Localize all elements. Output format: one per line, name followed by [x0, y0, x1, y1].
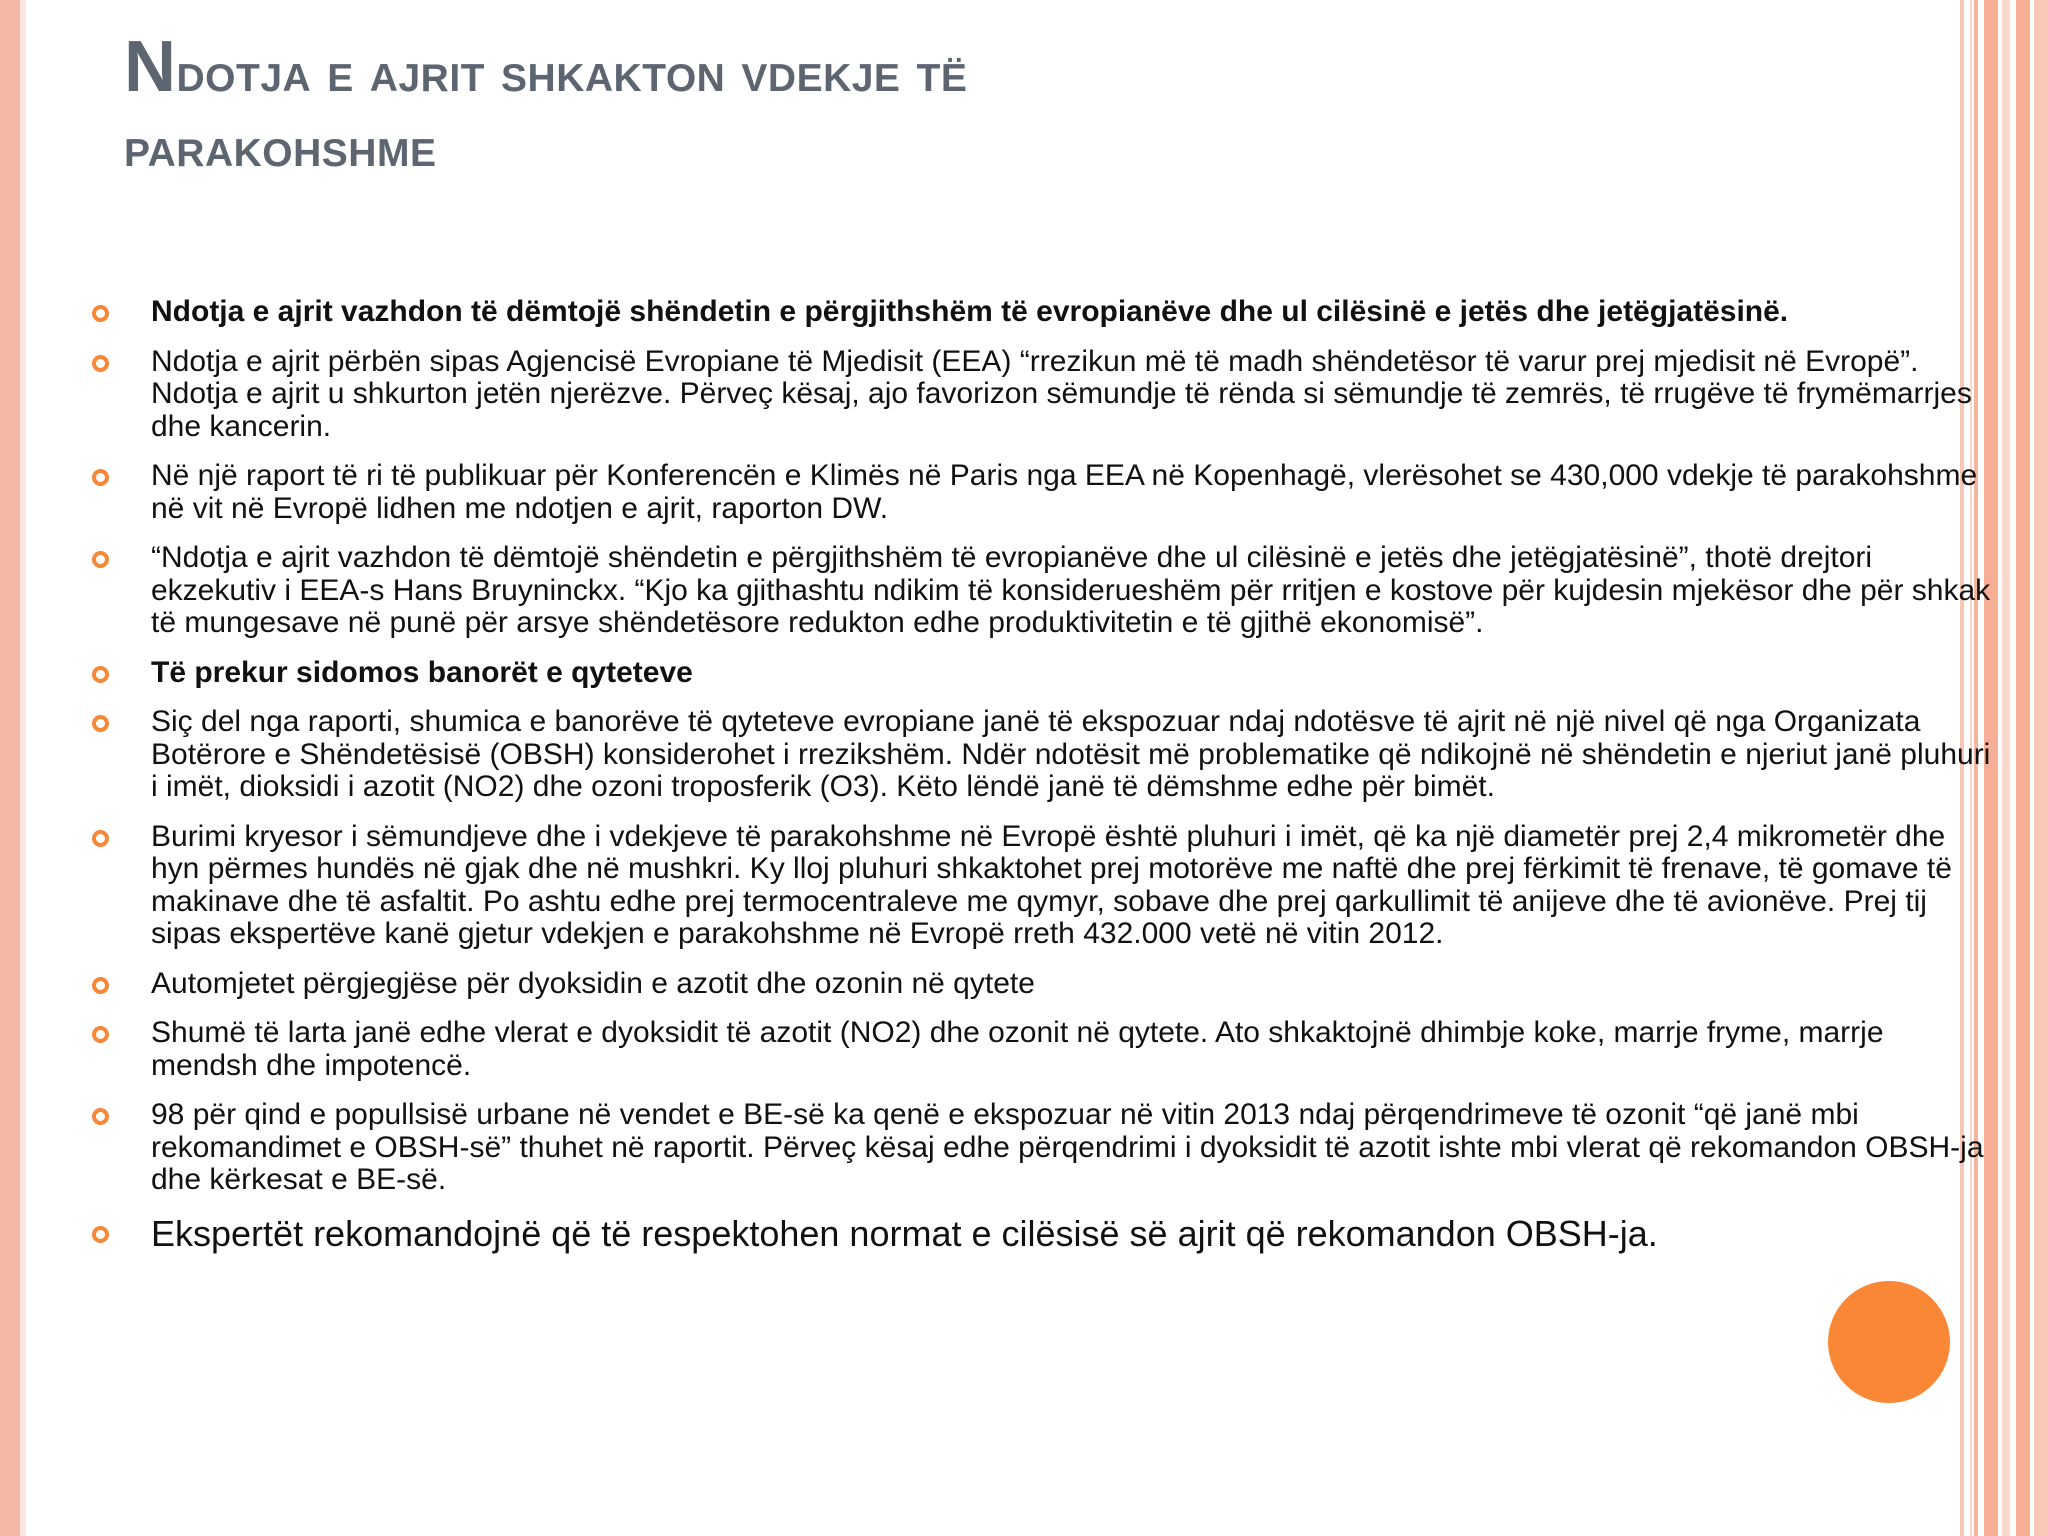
bullet-item [92, 542, 1992, 640]
bullet-marker-icon [92, 715, 109, 732]
bullet-marker-icon [92, 1026, 109, 1043]
bullet-marker-icon [92, 551, 109, 568]
bullet-text: Ndotja e ajrit vazhdon të dëmtojë shëndetin e përgjithshëm të evropianëve dhe ul cilësinë e jetës dhe jetëgjatësinë. [151, 295, 1789, 328]
bullet-list [92, 296, 1992, 1271]
slide-title [124, 27, 1684, 184]
bullet-item [92, 821, 1992, 951]
bullet-marker-icon [92, 305, 109, 322]
bullet-text: 98 për qind e popullsisë urbane në vendet e BE-së ka qenë e ekspozuar në vitin 2013 ndaj përqendrimeve të ozonit “që janë mbi rekomandimet e OBSH-së” thuhet në raportit. Përveç kësaj edhe përqendrimi i dyoksidit të azotit ishte mbi vlerat që rekomandon OBSH-ja dhe kërkesat e BE-së. [151, 1098, 1984, 1196]
bullet-text: Të prekur sidomos banorët e qyteteve [151, 655, 693, 689]
left-decor-stripe-light [20, 0, 26, 1536]
bullet-text: Burimi kryesor i sëmundjeve dhe i vdekjeve të parakohshme në Evropë është pluhuri i imët, që ka një diametër prej 2,4 mikrometër dhe hyn përmes hundës në gjak dhe në mushkri. Ky lloj pluhuri shkaktohet prej motorëve me naftë dhe prej fërkimit të frenave, të gomave të makinave dhe të asfaltit. Po ashtu edhe prej termocentraleve me qymyr, sobave dhe prej qarkullimit të anijeve dhe të avionëve. Prej tij sipas ekspertëve kanë gjetur vdekjen e parakohshme në Evropë rreth 432.000 vetë në vitin 2012. [151, 819, 1952, 950]
right-bar [2002, 0, 2010, 1536]
bullet-item [92, 346, 1992, 444]
bullet-text: Siç del nga raporti, shumica e banorëve të qyteteve evropiane janë të ekspozuar ndaj ndotësve të ajrit në një nivel që nga Organizata Botërore e Shëndetësisë (OBSH) konsiderohet i rrezikshëm. Ndër ndotësit më problematike që ndikojnë në shëndetin e njeriut janë pluhuri i imët, dioksidi i azotit (NO2) dhe ozoni troposferik (O3). Këto lëndë janë të dëmshme edhe për bimët. [151, 705, 1991, 803]
right-bar [2034, 0, 2048, 1536]
bullet-text: Shumë të larta janë edhe vlerat e dyoksidit të azotit (NO2) dhe ozonit në qytete. Ato shkaktojnë dhimbje koke, marrje fryme, marrje mendsh dhe impotencë. [151, 1016, 1884, 1082]
bullet-marker-icon [92, 355, 109, 372]
bullet-item [92, 460, 1992, 525]
bullet-text: “Ndotja e ajrit vazhdon të dëmtojë shëndetin e përgjithshëm të evropianëve dhe ul cilësinë e jetës dhe jetëgjatësinë”, thotë drejtori ekzekutiv i EEA-s Hans Bruyninckx. “Kjo ka gjithashtu ndikim të konsiderueshëm për rritjen e kostove për kujdesin mjekësor dhe për shkak të mungesave në punë për arsye shëndetësore redukton edhe produktivitetin e të gjithë ekonomisë”. [151, 541, 1991, 639]
bullet-marker-icon [92, 469, 109, 486]
bullet-marker-icon [92, 1226, 109, 1243]
bullet-item [92, 296, 1992, 329]
bullet-marker-icon [92, 830, 109, 847]
bullet-item [92, 1214, 1992, 1254]
bullet-item [92, 657, 1992, 690]
bullet-item [92, 706, 1992, 804]
title-line-1: Ndotja e ajrit shkakton vdekje të [124, 27, 968, 107]
decorative-orange-circle [1828, 1281, 1950, 1403]
bullet-text: Ekspertët rekomandojnë që të respektohen normat e cilësisë së ajrit që rekomandon OBSH-ja. [151, 1212, 1658, 1254]
bullet-text: Ndotja e ajrit përbën sipas Agjencisë Evropiane të Mjedisit (EEA) “rrezikun më të madh shëndetësor të varur prej mjedisit në Evropë”. Ndotja e ajrit u shkurton jetën njerëzve. Përveç kësaj, ajo favorizon sëmundje të rënda si sëmundje të zemrës, të rrugëve të frymëmarrjes dhe kancerin. [151, 344, 1972, 443]
bullet-item [92, 968, 1992, 1001]
left-decor-stripe [0, 0, 20, 1536]
bullet-marker-icon [92, 977, 109, 994]
bullet-marker-icon [92, 666, 109, 683]
bullet-item [92, 1017, 1992, 1082]
bullet-text: Automjetet përgjegjëse për dyoksidin e azotit dhe ozonin në qytete [151, 966, 1035, 1000]
bullet-item [92, 1099, 1992, 1197]
right-bar [2016, 0, 2030, 1536]
title-line-2: parakohshme [124, 115, 437, 178]
bullet-marker-icon [92, 1108, 109, 1125]
bullet-text: Në një raport të ri të publikuar për Konferencën e Klimës në Paris nga EEA në Kopenhagë, vlerësohet se 430,000 vdekje të parakohshme në vit në Evropë lidhen me ndotjen e ajrit, raporton DW. [151, 459, 1978, 525]
